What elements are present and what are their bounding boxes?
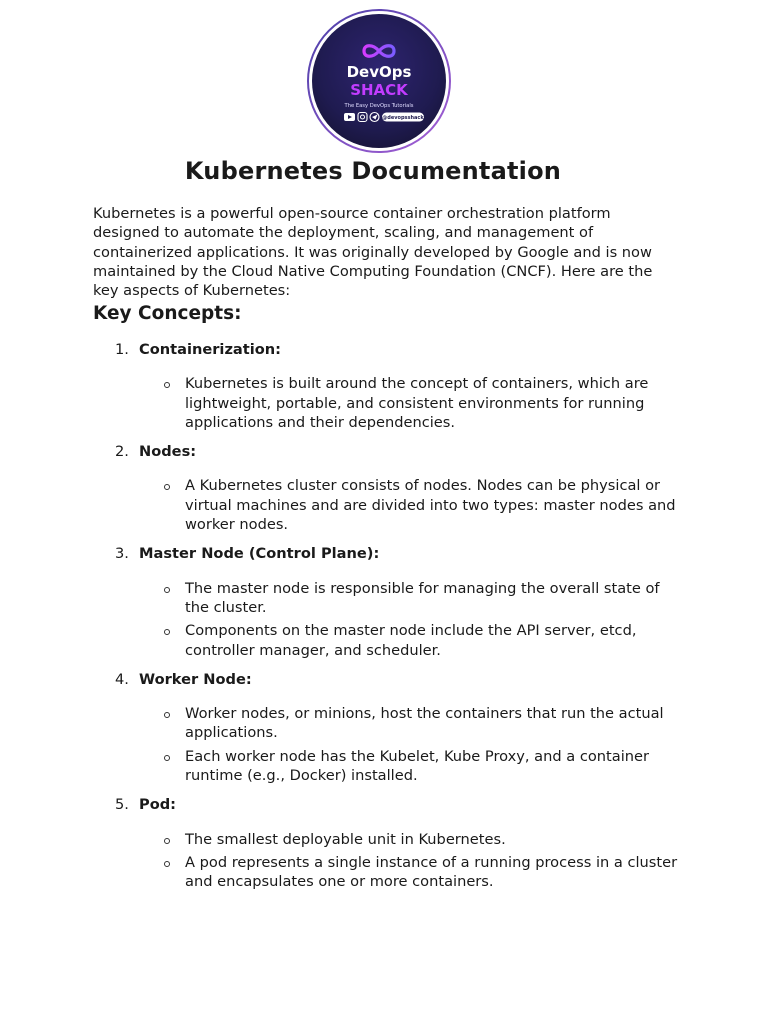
logo-line1: DevOps xyxy=(346,63,412,81)
concept-number: 2. xyxy=(115,443,129,461)
concept-title: Master Node (Control Plane): xyxy=(139,545,380,563)
concept-bullets xyxy=(139,830,683,892)
page-title: Kubernetes Documentation xyxy=(184,157,562,185)
concept-title: Worker Node: xyxy=(139,670,252,688)
concept-item-containerization xyxy=(93,340,683,432)
concept-bullets xyxy=(139,374,683,432)
concept-title: Pod: xyxy=(139,796,177,814)
concept-item-nodes xyxy=(93,442,683,534)
intro-paragraph: Kubernetes is a powerful open-source container orchestration platform designed to automate the deployment, scaling, and management of containerized applications. It was originally developed by Google and is now maintained by the Cloud Native Computing Foundation (CNCF). Here are the key aspects of Kubernetes: xyxy=(93,205,653,300)
concept-number: 3. xyxy=(115,545,129,563)
concept-number: 5. xyxy=(115,796,129,814)
concept-item-pod xyxy=(93,795,683,891)
concept-item-master-node xyxy=(93,544,683,659)
bullet-item: Each worker node has the Kubelet, Kube Proxy, and a container runtime (e.g., Docker) installed. xyxy=(139,747,683,786)
logo-tagline: The Easy DevOps Tutorials xyxy=(344,103,414,109)
key-concepts-heading: Key Concepts: xyxy=(93,303,242,324)
concept-title: Nodes: xyxy=(139,443,197,461)
devops-shack-logo xyxy=(302,8,456,154)
concept-bullets xyxy=(139,704,683,785)
bullet-item: Components on the master node include the API server, etcd, controller manager, and scheduler. xyxy=(139,621,683,660)
bullet-item: Worker nodes, or minions, host the containers that run the actual applications. xyxy=(139,704,683,743)
concept-number: 1. xyxy=(115,341,129,358)
logo-line2: SHACK xyxy=(350,81,408,99)
bullet-item: Kubernetes is built around the concept of containers, which are lightweight, portable, and consistent environments for running applications and their dependencies. xyxy=(139,374,683,432)
concept-title: Containerization: xyxy=(139,341,282,358)
concept-number: 4. xyxy=(115,670,129,688)
bullet-item: A Kubernetes cluster consists of nodes. Nodes can be physical or virtual machines and are divided into two types: master nodes and worker nodes. xyxy=(139,476,683,534)
concept-bullets xyxy=(139,476,683,534)
bullet-item: The master node is responsible for managing the overall state of the cluster. xyxy=(139,579,683,618)
concepts-list xyxy=(93,340,683,902)
concept-bullets xyxy=(139,579,683,660)
bullet-item: A pod represents a single instance of a running process in a cluster and encapsulates one or more containers. xyxy=(139,853,683,892)
logo-handle: @devopsshack xyxy=(382,115,424,122)
concept-item-worker-node xyxy=(93,670,683,785)
bullet-item: The smallest deployable unit in Kubernetes. xyxy=(139,830,683,849)
